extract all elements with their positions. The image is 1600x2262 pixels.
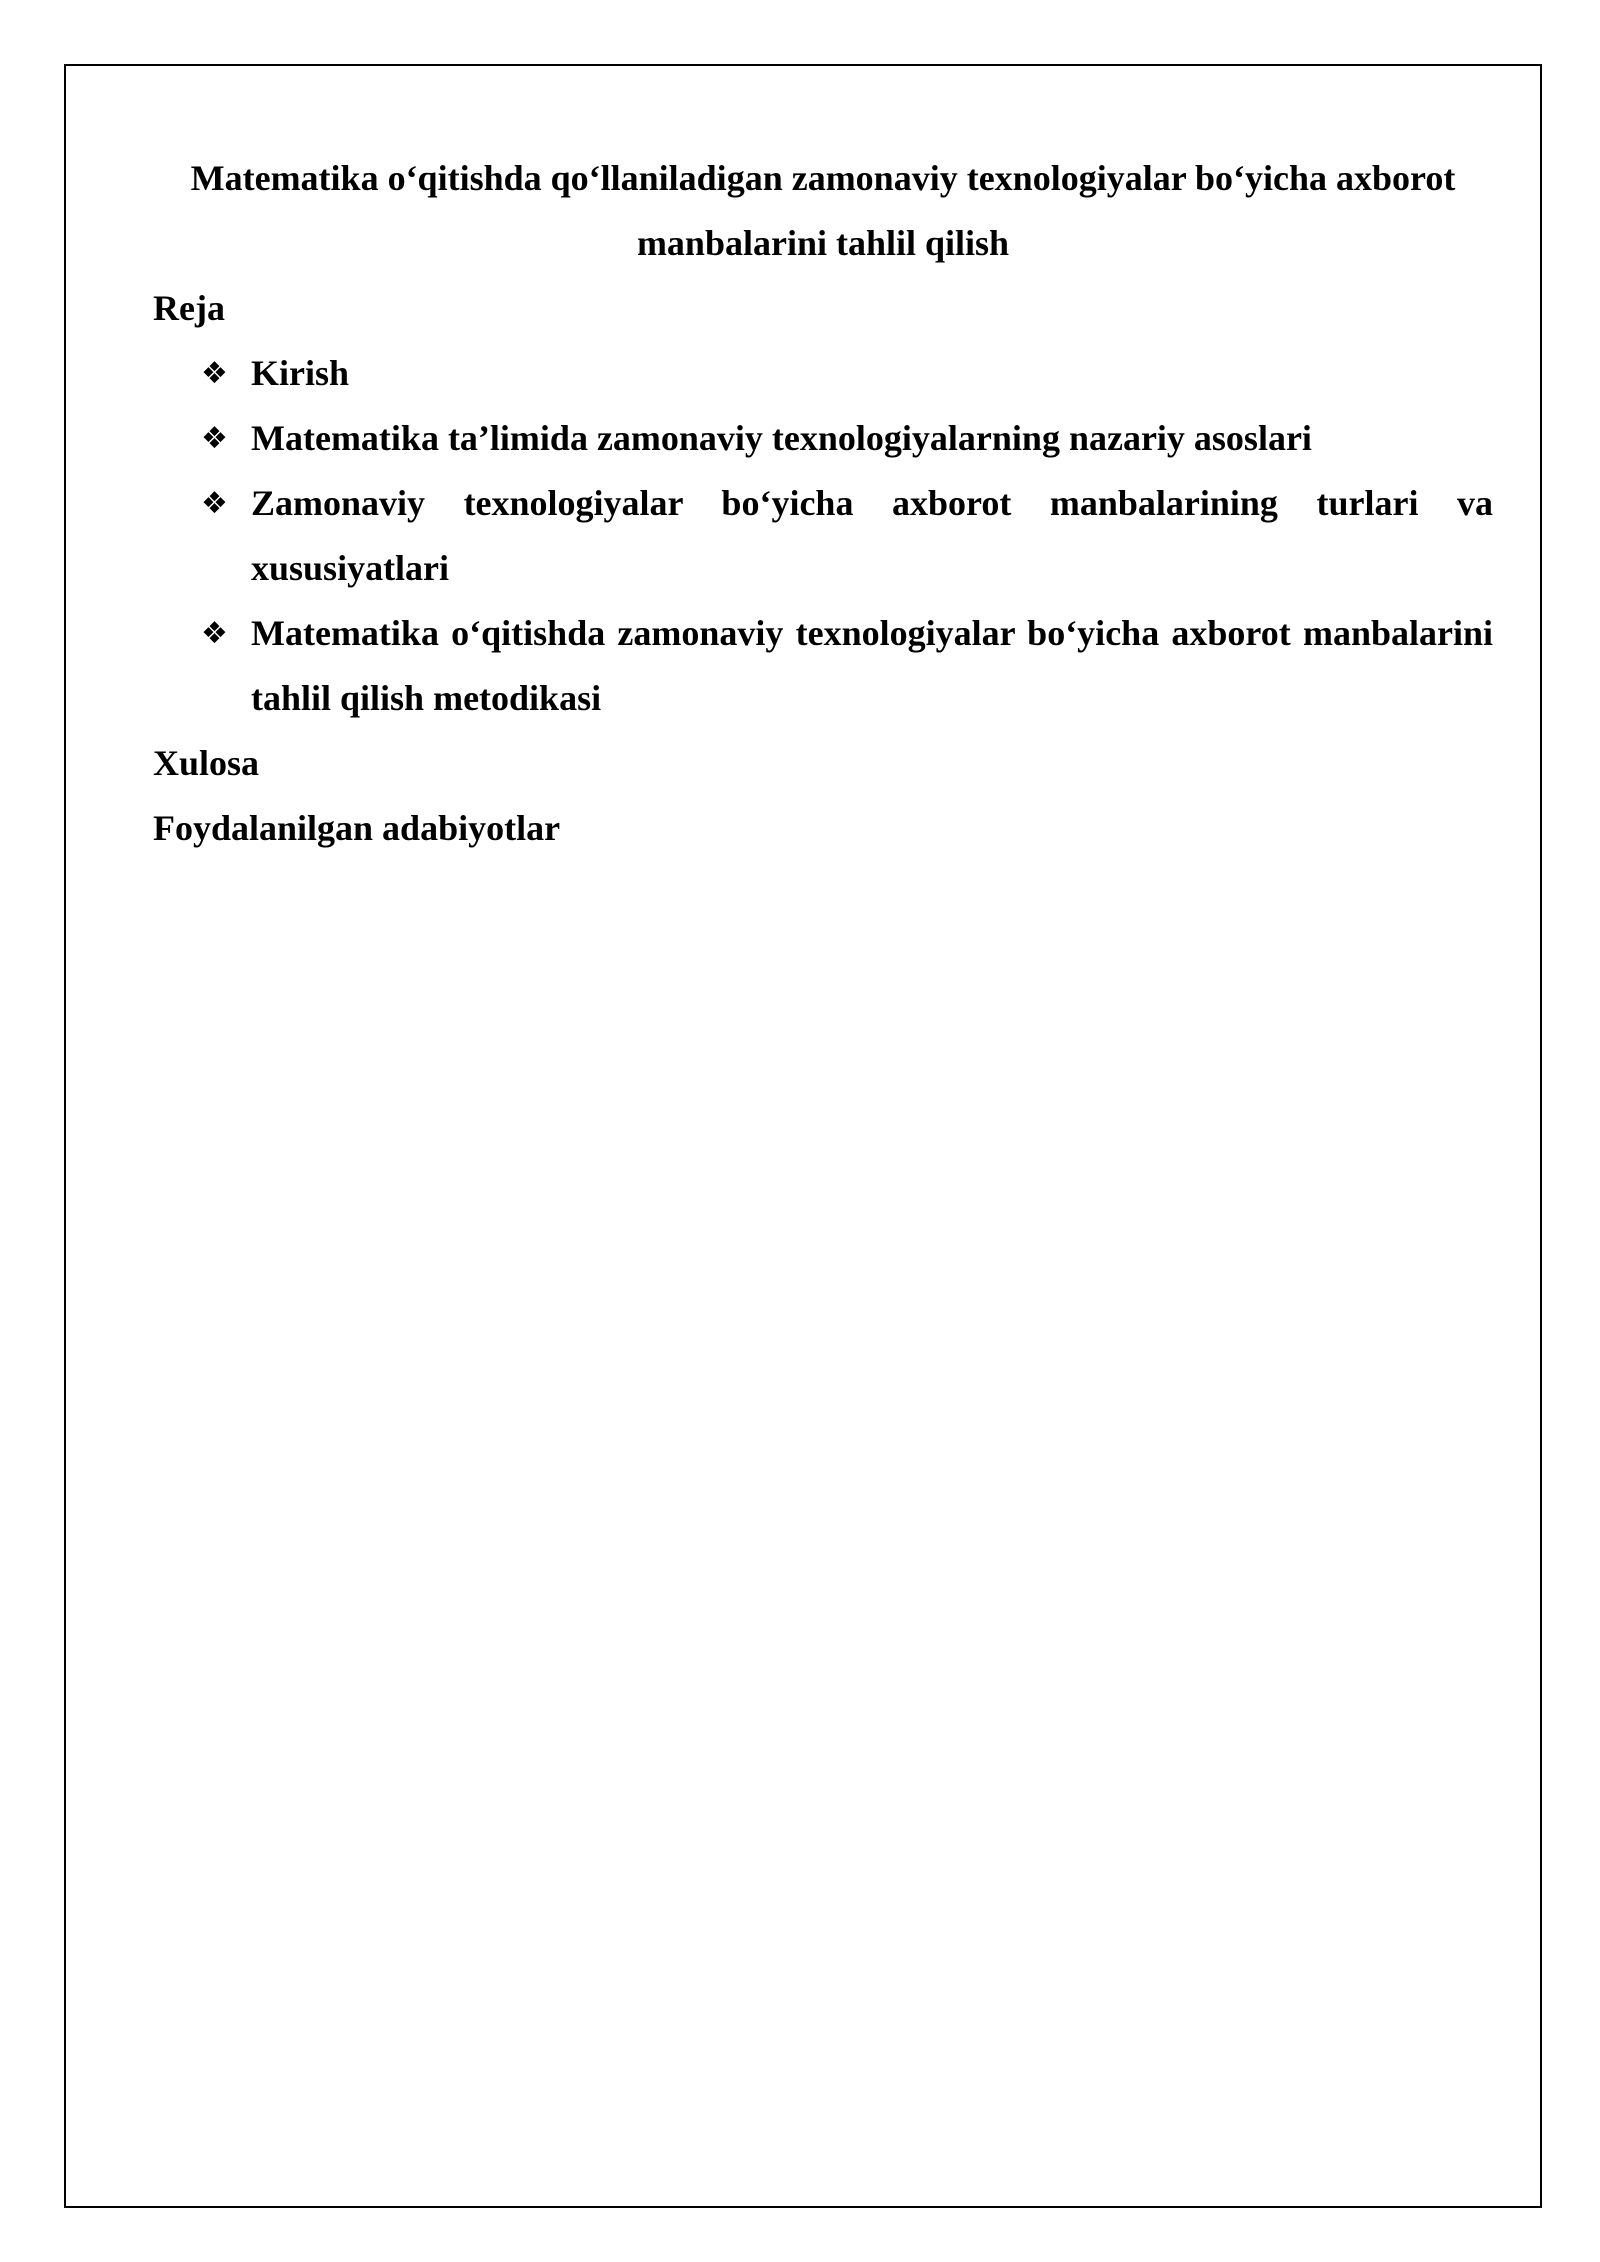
document-title: Matematika o‘qitishda qo‘llaniladigan zamonaviy texnologiyalar bo‘yicha axborot manbalarini tahlil qilish xyxy=(190,158,1456,263)
plan-item-label: Zamonaviy texnologiyalar bo‘yicha axborot manbalarining turlari va xususiyatlari xyxy=(251,483,1493,588)
diamond-bullet-icon: ❖ xyxy=(201,616,228,651)
plan-item-source-types xyxy=(153,471,1493,601)
plan-heading: Reja xyxy=(153,288,225,328)
plan-item-label: Matematika o‘qitishda zamonaviy texnologiyalar bo‘yicha axborot manbalarini tahlil qilish metodikasi xyxy=(251,613,1493,718)
diamond-bullet-icon: ❖ xyxy=(201,356,228,391)
references-heading: Foydalanilgan adabiyotlar xyxy=(153,808,561,848)
plan-item-methodology xyxy=(153,601,1493,731)
plan-item-introduction xyxy=(153,341,1493,406)
plan-item-theory xyxy=(153,406,1493,471)
plan-item-label: Matematika ta’limida zamonaviy texnologiyalarning nazariy asoslari xyxy=(251,418,1312,458)
diamond-bullet-icon: ❖ xyxy=(201,421,228,456)
conclusion-heading: Xulosa xyxy=(153,743,260,783)
plan-item-label: Kirish xyxy=(251,353,350,393)
plan-list xyxy=(153,341,1493,731)
diamond-bullet-icon: ❖ xyxy=(201,486,228,521)
document-body xyxy=(153,146,1493,861)
